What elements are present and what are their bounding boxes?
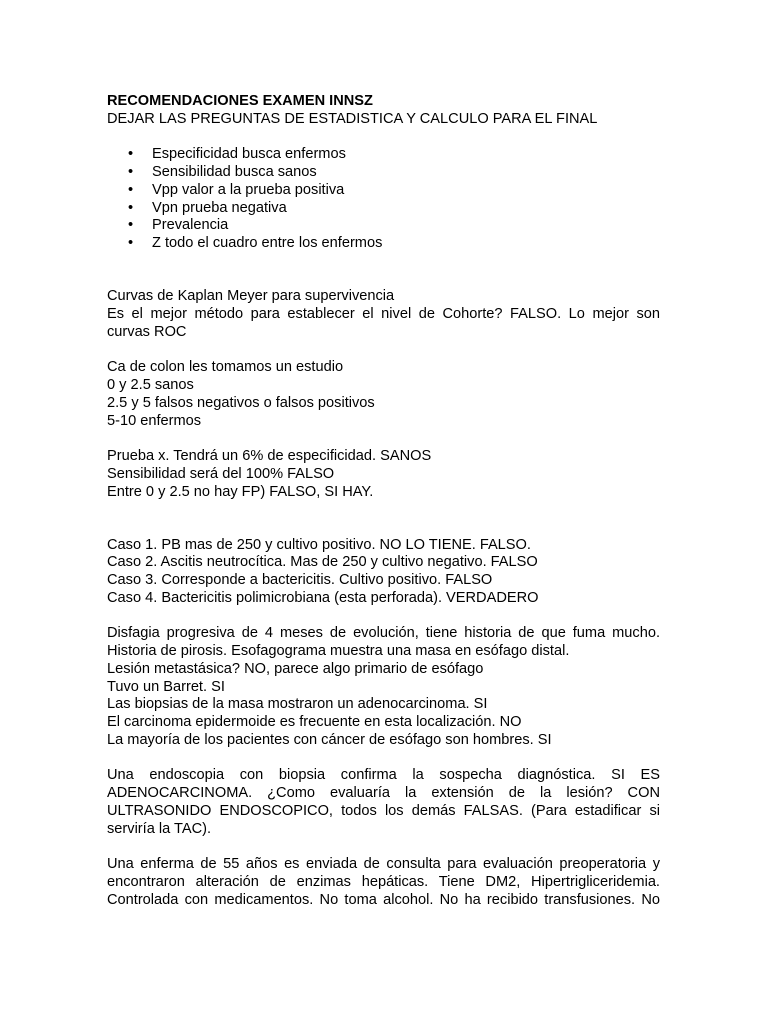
list-item: • Sensibilidad busca sanos [128, 163, 317, 180]
caso-line: Caso 4. Bactericitis polimicrobiana (esta perforada). VERDADERO [107, 589, 539, 606]
bullet-icon: • [128, 163, 134, 180]
disfagia-line: Lesión metastásica? NO, parece algo primario de esófago [107, 660, 484, 677]
list-item: • Prevalencia [128, 217, 229, 234]
colon-line: Ca de colon les tomamos un estudio [107, 359, 344, 376]
document-body [107, 93, 660, 910]
prueba-line: Sensibilidad será del 100% FALSO [107, 465, 335, 482]
disfagia-line: Tuvo un Barret. SI [107, 678, 225, 695]
disfagia-line: Las biopsias de la masa mostraron un adenocarcinoma. SI [107, 696, 488, 713]
list-item: • Vpp valor a la prueba positiva [128, 181, 345, 198]
bullet-icon: • [128, 199, 134, 216]
kaplan-line: Curvas de Kaplan Meyer para supervivencia [107, 288, 395, 305]
list-item: • Vpn prueba negativa [128, 199, 287, 216]
disfagia-line: La mayoría de los pacientes con cáncer de esófago son hombres. SI [107, 732, 552, 749]
intro-line: DEJAR LAS PREGUNTAS DE ESTADISTICA Y CALCULO PARA EL FINAL [107, 110, 598, 127]
prueba-line: Entre 0 y 2.5 no hay FP) FALSO, SI HAY. [107, 483, 374, 500]
caso-line: Caso 2. Ascitis neutrocítica. Mas de 250 y cultivo negativo. FALSO [107, 554, 538, 571]
colon-line: 0 y 2.5 sanos [107, 376, 194, 393]
enferma-paragraph: Una enferma de 55 años es enviada de consulta para evaluación preoperatoria y encontraron alteración de enzimas hepáticas. Tiene DM2, Hipertrigliceridemia. Controlada con medicamentos. No toma alcohol. No ha recibido transfusiones. No [107, 856, 660, 908]
disfagia-line: El carcinoma epidermoide es frecuente en esta localización. NO [107, 714, 522, 731]
bullet-icon: • [128, 235, 134, 252]
endoscopia-paragraph: Una endoscopia con biopsia confirma la sospecha diagnóstica. SI ES ADENOCARCINOMA. ¿Como evaluaría la extensión de la lesión? CON ULTRASONIDO ENDOSCOPICO, todos los demás FALSAS. (Para estadificar si serviría la TAC). [107, 767, 660, 837]
bullet-icon: • [128, 146, 134, 163]
bullet-icon: • [128, 217, 134, 234]
caso-line: Caso 1. PB mas de 250 y cultivo positivo. NO LO TIENE. FALSO. [107, 536, 531, 553]
kaplan-question: Es el mejor método para establecer el nivel de Cohorte? FALSO. Lo mejor son curvas ROC [107, 305, 660, 340]
list-item: • Z todo el cuadro entre los enfermos [128, 235, 383, 252]
prueba-line: Prueba x. Tendrá un 6% de especificidad. SANOS [107, 447, 432, 464]
document-title: RECOMENDACIONES EXAMEN INNSZ [107, 93, 373, 109]
disfagia-paragraph: Disfagia progresiva de 4 meses de evolución, tiene historia de que fuma mucho. Historia de pirosis. Esofagograma muestra una masa en esófago distal. [107, 625, 660, 660]
colon-line: 5-10 enfermos [107, 412, 202, 429]
list-item: • Especificidad busca enfermos [128, 146, 346, 163]
bullet-icon: • [128, 181, 134, 198]
colon-line: 2.5 y 5 falsos negativos o falsos positivos [107, 394, 375, 411]
bullet-list [107, 146, 660, 253]
caso-line: Caso 3. Corresponde a bactericitis. Cultivo positivo. FALSO [107, 572, 493, 589]
